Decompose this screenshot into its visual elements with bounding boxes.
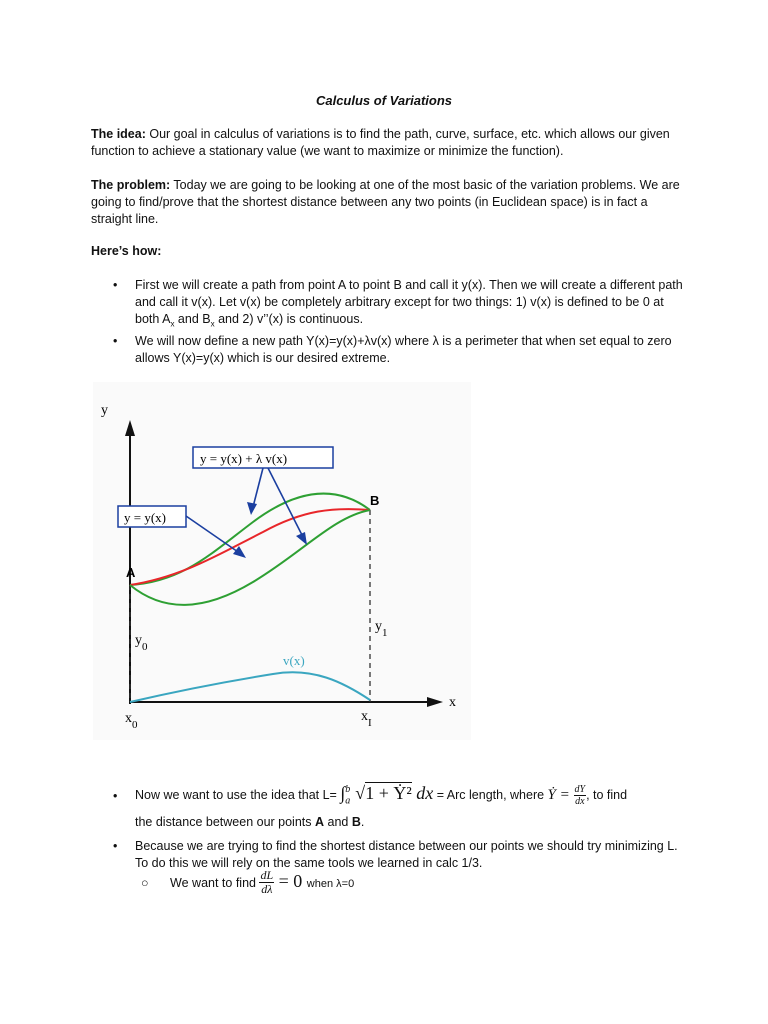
problem-text: Today we are going to be looking at one of the most basic of the variation problems. We are going to find/prove that the shortest distance between any two points (in Euclidean space) is in fact a straight line.: [91, 178, 680, 226]
point-b-label: B: [370, 493, 380, 508]
bullet-text: Now we want to use the idea that L=: [135, 788, 337, 802]
x-axis-label: x: [449, 695, 456, 710]
sub-bullet-condition: when λ=0: [306, 878, 355, 890]
bullet-text: the distance between our points: [135, 814, 315, 829]
label-varied-text: y = y(x) + λ v(x): [200, 451, 288, 466]
sub-bullet-icon: ○: [141, 876, 149, 890]
subscript: x: [170, 319, 175, 329]
sub-bullet: [141, 866, 354, 899]
variation-diagram: [93, 382, 471, 740]
idea-paragraph: [91, 126, 681, 160]
bullet-text: , to find: [586, 788, 628, 802]
ydot-formula: Ẏ = $\frac{dY}{dx}$: [547, 784, 586, 808]
how-heading-text: Here’s how:: [91, 244, 162, 258]
bullet-icon: •: [113, 789, 118, 803]
y0-label: $y_0$: [135, 633, 148, 653]
derivative-formula: $\frac{dL}{d\lambda}$ = 0: [260, 868, 303, 897]
vx-label: v(x): [283, 653, 305, 668]
bullet-text: and B: [174, 312, 211, 326]
x0-label: $x_0$: [125, 711, 138, 731]
point-b-ref: B: [351, 814, 361, 829]
page-title: Calculus of Variations: [315, 93, 453, 108]
point-a-label: A: [126, 565, 136, 580]
bullet-text: First we will create a path from point A to point B and call it y(x). Then we will create a different path and call it v(x). Let v(x) be completely arbitrary except for two things: 1) v(x) is defined to be 0 at both A: [135, 278, 683, 326]
list-item: [91, 333, 691, 367]
point-a-ref: A: [314, 814, 325, 829]
bullet-text: = Arc length, where: [436, 788, 548, 802]
x1-label: $x_I$: [361, 709, 372, 729]
bullet-list-1: [91, 277, 691, 367]
bullet-text: .: [360, 814, 365, 829]
bullet-text: and 2) v’’(x) is continuous.: [214, 312, 364, 326]
bullet-icon: •: [113, 838, 118, 853]
problem-label: The problem:: [91, 178, 171, 192]
list-item: [91, 780, 691, 832]
sub-bullet-text: We want to find: [170, 876, 260, 890]
y-axis-label: y: [101, 403, 108, 418]
label-extremal-text: y = y(x): [124, 510, 166, 525]
y1-label: $y_1$: [375, 619, 388, 639]
how-heading: [91, 243, 681, 260]
idea-label: The idea:: [91, 127, 146, 141]
problem-paragraph: [91, 177, 681, 228]
bullet-list-2: [91, 780, 691, 872]
bullet-text: We will now define a new path Y(x)=y(x)+λv(x) where λ is a perimeter that when set equal to zero allows Y(x)=y(x) which is our desired extreme.: [135, 333, 672, 365]
bullet-text: Because we are trying to find the shortest distance between our points we should try minimizing L. To do this we will rely on the same tools we learned in calc 1/3.: [135, 838, 678, 870]
bullet-text: and: [324, 814, 352, 829]
list-item: [91, 277, 691, 333]
bullet-icon: •: [113, 333, 118, 348]
bullet-icon: •: [113, 278, 118, 292]
subscript: x: [210, 319, 215, 329]
figure-background: [93, 382, 471, 740]
idea-text: Our goal in calculus of variations is to find the path, curve, surface, etc. which allows our given function to achieve a stationary value (we want to maximize or minimize the function).: [91, 127, 670, 158]
integral-formula: $\int_a^b$ √1 + Ẏ² dx: [340, 783, 434, 807]
